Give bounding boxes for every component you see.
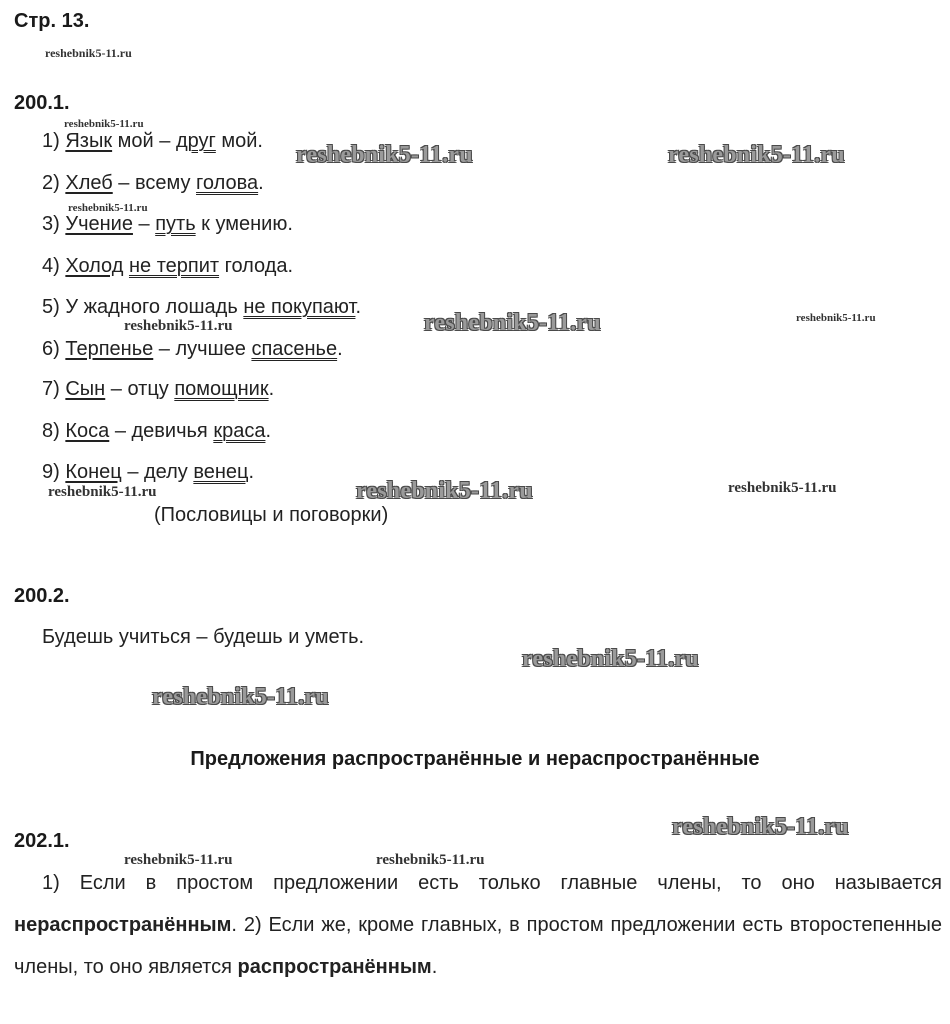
proverb-line xyxy=(42,172,264,195)
proverb-text: к умению. xyxy=(195,213,293,235)
subject-word: Коса xyxy=(65,420,110,442)
topic-subtitle: Предложения распространённые и нераспространённые xyxy=(190,748,760,770)
proverb-text: . xyxy=(248,461,255,483)
subject-word: Сын xyxy=(65,378,106,400)
proverb-number: 3) xyxy=(42,213,60,235)
proverb-text: мой. xyxy=(215,130,263,152)
proverb-line xyxy=(42,296,361,319)
proverb-text: – xyxy=(132,213,156,235)
proverb-line xyxy=(42,213,293,236)
section-200-2-text: Будешь учиться – будешь и уметь. xyxy=(42,626,365,648)
proverb-line xyxy=(42,461,254,484)
term-non-extended: нераспространённым xyxy=(14,914,232,936)
proverb-line xyxy=(42,378,274,401)
proverb-number: 9) xyxy=(42,461,60,483)
proverb-line xyxy=(42,338,343,361)
watermark-large: reshebnik5-11.ru xyxy=(356,478,533,504)
proverb-text: мой – xyxy=(112,130,176,152)
watermark-large: reshebnik5-11.ru xyxy=(522,646,699,672)
section-202-1-paragraph xyxy=(14,862,942,988)
watermark-large: reshebnik5-11.ru xyxy=(424,310,601,336)
subject-word: Холод xyxy=(65,255,124,277)
proverb-number: 1) xyxy=(42,130,60,152)
watermark-small: reshebnik5-11.ru xyxy=(124,318,233,334)
watermark-large: reshebnik5-11.ru xyxy=(668,142,845,168)
proverb-text: – делу xyxy=(121,461,194,483)
proverb-text: . xyxy=(268,378,275,400)
subject-word: Терпенье xyxy=(65,338,154,360)
subject-word: Конец xyxy=(65,461,122,483)
watermark-small: reshebnik5-11.ru xyxy=(45,46,132,60)
predicate-word: не терпит xyxy=(128,255,220,277)
proverb-text: – девичья xyxy=(109,420,214,442)
watermark-large: reshebnik5-11.ru xyxy=(152,684,329,710)
proverb-number: 6) xyxy=(42,338,60,360)
proverb-text: . xyxy=(355,296,361,318)
predicate-word: голова xyxy=(196,172,259,194)
proverb-text: – лучшее xyxy=(153,338,252,360)
proverb-number: 7) xyxy=(42,378,60,400)
term-extended: распространённым xyxy=(237,956,432,978)
predicate-word: краса xyxy=(213,420,266,442)
proverbs-source: (Пословицы и поговорки) xyxy=(154,504,389,526)
section-202-1-number: 202.1. xyxy=(14,830,70,852)
paragraph-sentence-1: 1) Если в простом предложении есть только главные члены, то оно называется xyxy=(42,872,942,894)
watermark-large: reshebnik5-11.ru xyxy=(296,142,473,168)
proverb-text: . xyxy=(337,338,343,360)
watermark-small: reshebnik5-11.ru xyxy=(124,852,233,868)
predicate-word: помощник xyxy=(174,378,269,400)
watermark-small: reshebnik5-11.ru xyxy=(48,484,157,500)
paragraph-sentence-2: . 2) Если же, кроме главных, в простом предложении есть второстепенные члены, то оно является xyxy=(14,914,942,978)
subject-word: Учение xyxy=(65,213,133,235)
page-label: Стр. 13. xyxy=(14,10,90,32)
watermark-small: reshebnik5-11.ru xyxy=(796,312,876,324)
watermark-small: reshebnik5-11.ru xyxy=(376,852,485,868)
proverb-text: – всему xyxy=(112,172,197,194)
proverb-number: 2) xyxy=(42,172,60,194)
predicate-word: спасенье xyxy=(251,338,338,360)
proverb-text: . xyxy=(265,420,272,442)
proverb-text: . xyxy=(258,172,264,194)
proverb-number: 4) xyxy=(42,255,60,277)
proverb-line xyxy=(42,420,271,443)
watermark-small: reshebnik5-11.ru xyxy=(728,480,837,496)
paragraph-end: . xyxy=(431,956,438,978)
proverb-line xyxy=(42,130,263,153)
subject-word: Язык xyxy=(65,130,113,152)
subject-word: Хлеб xyxy=(65,172,113,194)
proverb-number: 8) xyxy=(42,420,60,442)
proverb-number: 5) xyxy=(42,296,60,318)
watermark-large: reshebnik5-11.ru xyxy=(672,814,849,840)
proverb-text: – отцу xyxy=(105,378,175,400)
watermark-small: reshebnik5-11.ru xyxy=(64,118,144,130)
proverb-line xyxy=(42,255,293,278)
predicate-word: венец xyxy=(193,461,249,483)
section-200-1-number: 200.1. xyxy=(14,92,70,114)
predicate-word: путь xyxy=(155,213,196,235)
watermark-small: reshebnik5-11.ru xyxy=(68,202,148,214)
proverb-text: голода. xyxy=(219,255,294,277)
predicate-word: друг xyxy=(175,130,216,152)
section-200-2-number: 200.2. xyxy=(14,585,70,607)
predicate-word: не покупают xyxy=(243,296,356,318)
proverb-text: У жадного лошадь xyxy=(65,296,244,318)
